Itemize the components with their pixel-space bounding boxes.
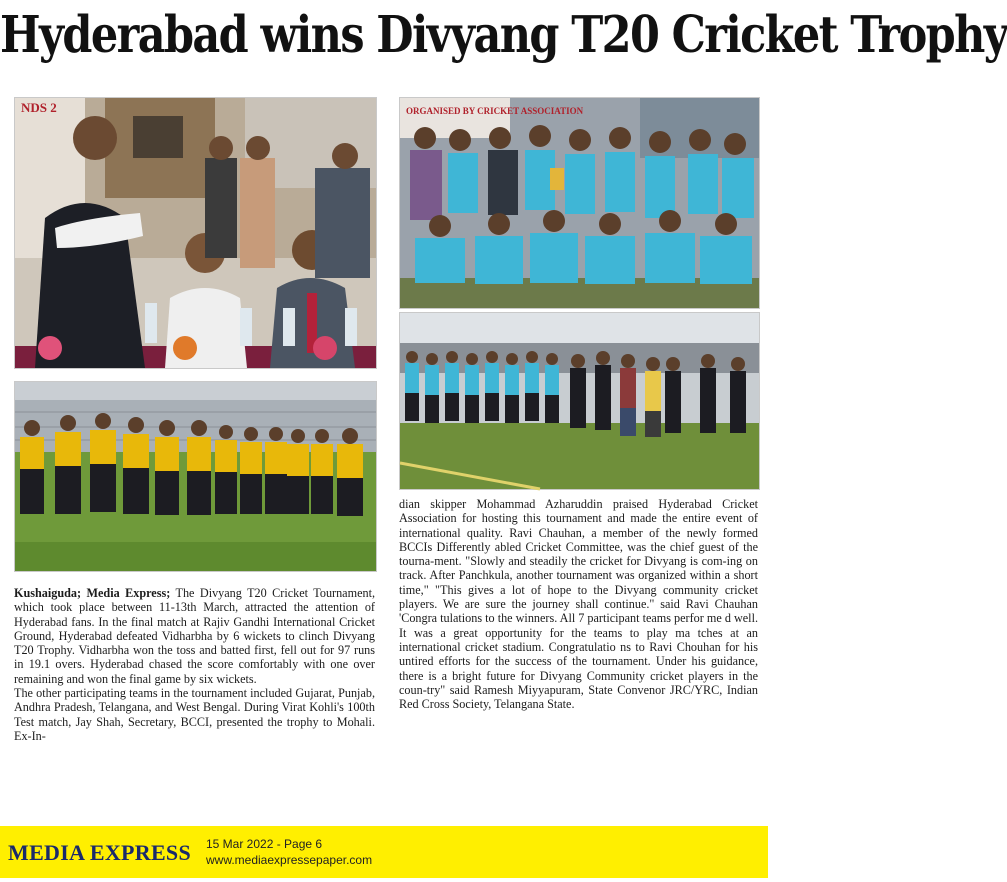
photo-trophy-presentation — [399, 97, 760, 309]
article-paragraph-3: dian skipper Mohammad Azharuddin praised Hyderabad Cricket Association for hosting this tournament and made the entire event of international quality. Ravi Chauhan, a member of the newly formed BCCIs Differently abled Cricket Committee, was the chief guest of the tourna-ment. "Slowly and steadily the cricket for Divyang is com-ing on track. After Panchkula, another tournament was organized within a short time," "This gives a lot of hope to the Divyang community cricket players. We are sure the journey shall continue." said Ravi Chauhan 'Congra tulations to the winners. All 7 participant teams perfor me d well. It was a great opportunity for the teams to play ma tches at an international cricket stadium. Congratulatio ns to Ravi Chouhan for his untired efforts for the success of the tournament. Under his guidance, there is a bright future for Divyang Community cricket players in the coun-try" said Ramesh Miyyapuram, State Convenor JRC/YRC, Indian Red Cross Society, Telangana State. — [399, 497, 758, 712]
footer-brand: MEDIA EXPRESS — [8, 840, 191, 865]
photo-winning-team — [14, 381, 377, 572]
article-column-right — [399, 497, 758, 711]
article-paragraph-2: The other participating teams in the tournament included Gujarat, Punjab, Andhra Pradesh, Telangana, and West Bengal. During Virat Kohli's 100th Test match, Jay Shah, Secretary, BCCI, presented the trophy to Mohali. Ex-In- — [14, 686, 375, 743]
photo-stage-speaker — [14, 97, 377, 369]
headline: Hyderabad wins Divyang T20 Cricket Trophy — [0, 6, 1007, 65]
footer-date: 15 Mar 2022 - Page 6 — [206, 837, 323, 851]
footer-bar — [0, 826, 768, 878]
article-dateline: Kushaiguda; Media Express; — [14, 586, 171, 600]
article-paragraph-1: The Divyang T20 Cricket Tournament, which took place between 11-13th March, attracted the attention of Hyderabad fans. In the final match at Rajiv Gandhi International Cricket Ground, Hyderabad defeated Vidharbha by 6 wickets to clinch Divyang T20 Trophy. Vidharbha won the toss and batted first, fell out for 97 runs in 19.1 overs. Hyderabad chased the score comfortably with one over remaining and won the final game by six wickets. — [14, 586, 376, 686]
photo-team-lineup — [399, 312, 760, 490]
article-column-left — [14, 586, 375, 743]
stage-banner-text: NDS 2 — [21, 100, 57, 115]
footer-website[interactable]: www.mediaexpressepaper.com — [206, 853, 373, 867]
presentation-banner-text: ORGANISED BY CRICKET ASSOCIATION — [406, 106, 584, 116]
